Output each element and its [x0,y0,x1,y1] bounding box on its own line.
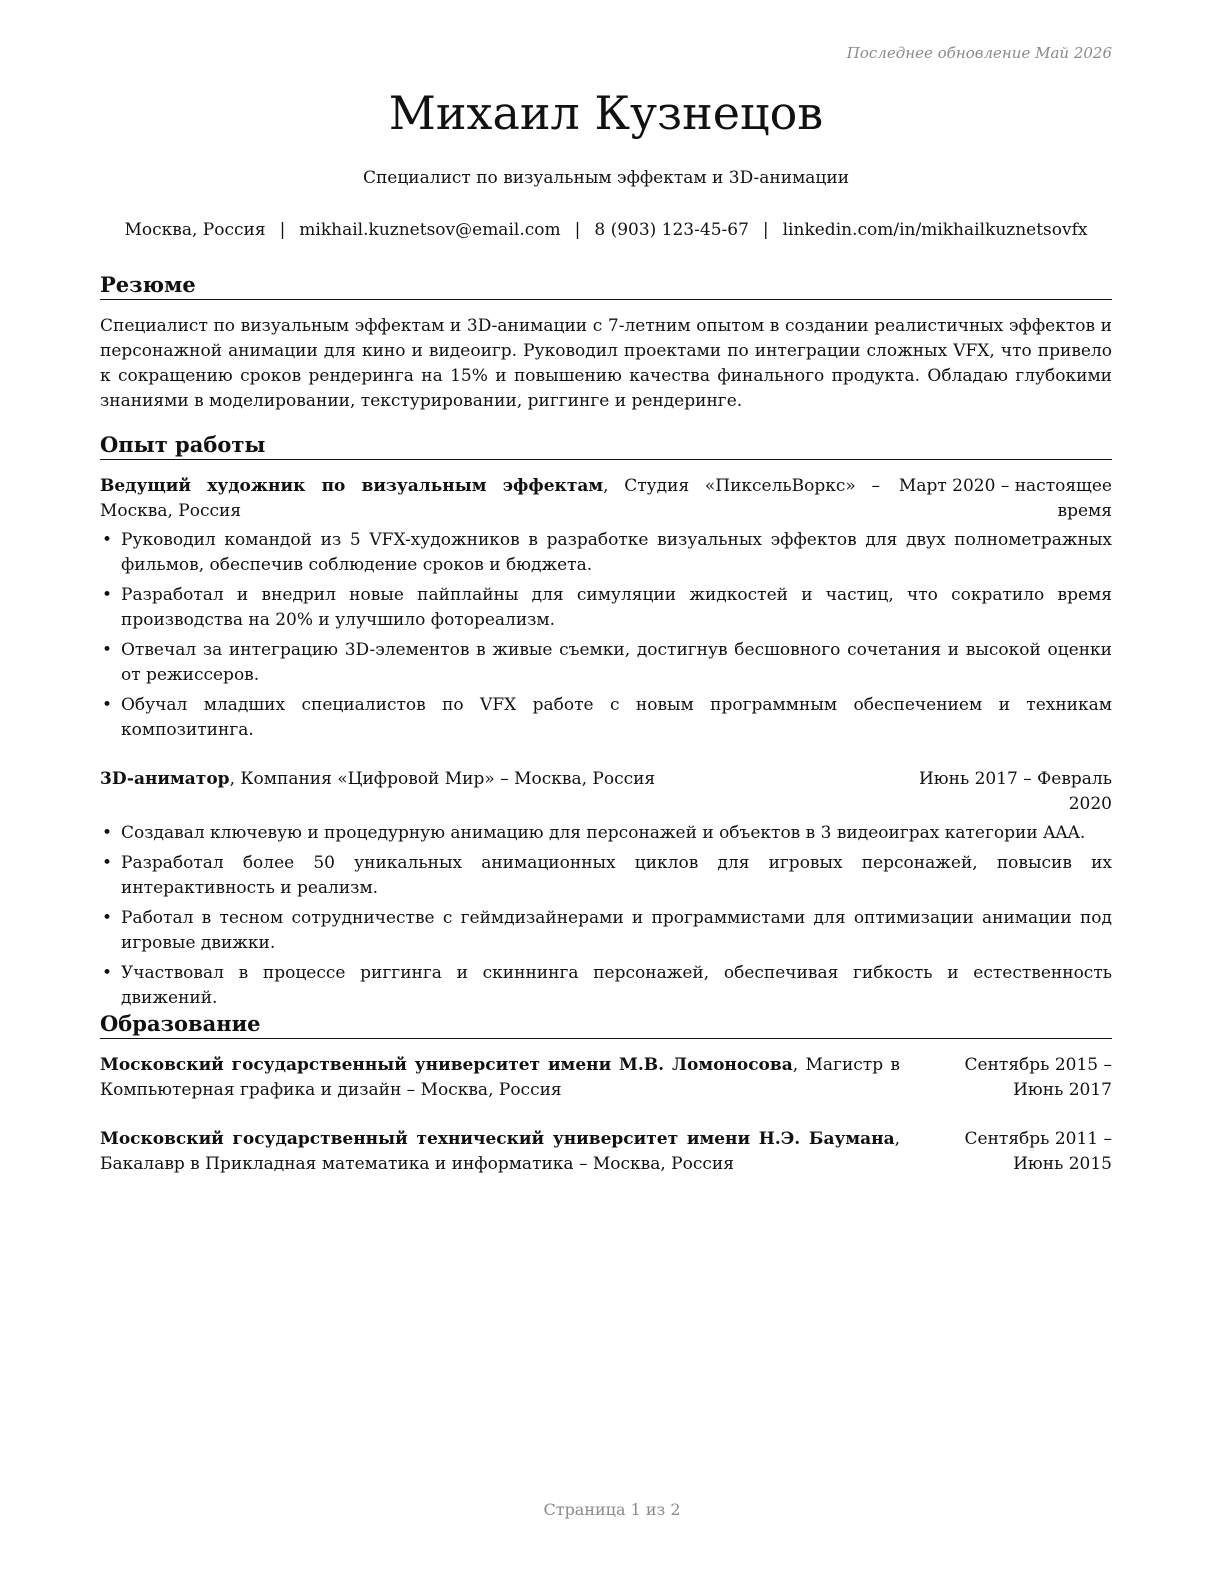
education-header [100,1053,1112,1103]
candidate-title: Специалист по визуальным эффектам и 3D-анимации [362,168,850,188]
education-school: Московский государственный технический университет имени Н.Э. Баумана [100,1129,895,1149]
education-dates: Сентябрь 2015 – Июнь 2017 [964,1055,1112,1100]
contact-line [100,220,1112,240]
list-item: • Отвечал за интеграцию 3D-элементов в живые съемки, достигнув бесшовного сочетания и высокой оценки от режиссеров. [100,638,1112,688]
contact-location: Москва, Россия [124,220,266,240]
section-title-education: Образование [100,1010,1112,1039]
job-header [100,474,1112,524]
section-title-summary: Резюме [100,271,1112,300]
job-title-line [100,474,880,524]
section-title-experience: Опыт работы [100,431,1112,460]
job-bullets [100,528,1112,743]
contact-linkedin[interactable]: linkedin.com/in/mikhailkuznetsovfx [782,220,1088,240]
job-role: Ведущий художник по визуальным эффектам [100,476,604,496]
job-title-line [100,767,872,792]
job-company: , Компания «Цифровой Мир» – Москва, Россия [229,769,656,789]
contact-phone[interactable]: 8 (903) 123-45-67 [594,220,749,240]
candidate-name: Михаил Кузнецов [388,86,824,140]
job-role: 3D-аниматор [100,769,230,789]
list-item: • Разработал более 50 уникальных анимационных циклов для игровых персонажей, повысив их интерактивность и реализм. [100,851,1112,901]
education-line [100,1053,900,1103]
list-item: • Работал в тесном сотрудничестве с геймдизайнерами и программистами для оптимизации анимации под игровые движки. [100,906,1112,956]
last-updated: Последнее обновление Май 2026 [846,44,1112,62]
job-bullets [100,821,1112,1011]
education-school: Московский государственный университет имени М.В. Ломоносова [100,1055,793,1075]
page-number: Страница 1 из 2 [543,1500,681,1519]
contact-email[interactable]: mikhail.kuznetsov@email.com [299,220,561,240]
education-header [100,1127,1112,1177]
list-item: • Руководил командой из 5 VFX-художников в разработке визуальных эффектов для двух полнометражных фильмов, обеспечив соблюдение сроков и бюджета. [100,528,1112,578]
job-header [100,767,1112,817]
list-item: • Разработал и внедрил новые пайплайны для симуляции жидкостей и частиц, что сократило время производства на 20% и улучшило фотореализм. [100,583,1112,633]
job-entry [100,474,1112,748]
job-company: , Студия «ПиксельВоркс» – Москва, Россия [100,476,881,521]
list-item: • Создавал ключевую и процедурную анимацию для персонажей и объектов в 3 видеоиграх категории AAA. [100,821,1112,846]
education-details: , Бакалавр в Прикладная математика и информатика – Москва, Россия [100,1129,900,1174]
job-dates: Март 2020 – настоящее время [898,476,1112,521]
job-dates: Июнь 2017 – Февраль 2020 [918,769,1112,814]
contact-separator: | [574,220,581,240]
education-line [100,1127,900,1177]
summary-text: Специалист по визуальным эффектам и 3D-анимации с 7-летним опытом в создании реалистичных эффектов и персонажной анимации для кино и видеоигр. Руководил проектами по интеграции сложных VFX, что привело к сокращению сроков рендеринга на 15% и повышению качества финального продукта. Обладаю глубокими знаниями в моделировании, текстурировании, риггинге и рендеринге. [100,316,1112,411]
job-entry [100,767,1112,1016]
education-entry [100,1053,1112,1103]
contact-separator: | [762,220,769,240]
list-item: • Участвовал в процессе риггинга и скиннинга персонажей, обеспечивая гибкость и естественность движений. [100,961,1112,1011]
contact-separator: | [279,220,286,240]
education-dates: Сентябрь 2011 – Июнь 2015 [964,1129,1112,1174]
education-details: , Магистр в Компьютерная графика и дизайн – Москва, Россия [100,1055,901,1100]
education-entry [100,1127,1112,1177]
list-item: • Обучал младших специалистов по VFX работе с новым программным обеспечением и техникам композитинга. [100,693,1112,743]
